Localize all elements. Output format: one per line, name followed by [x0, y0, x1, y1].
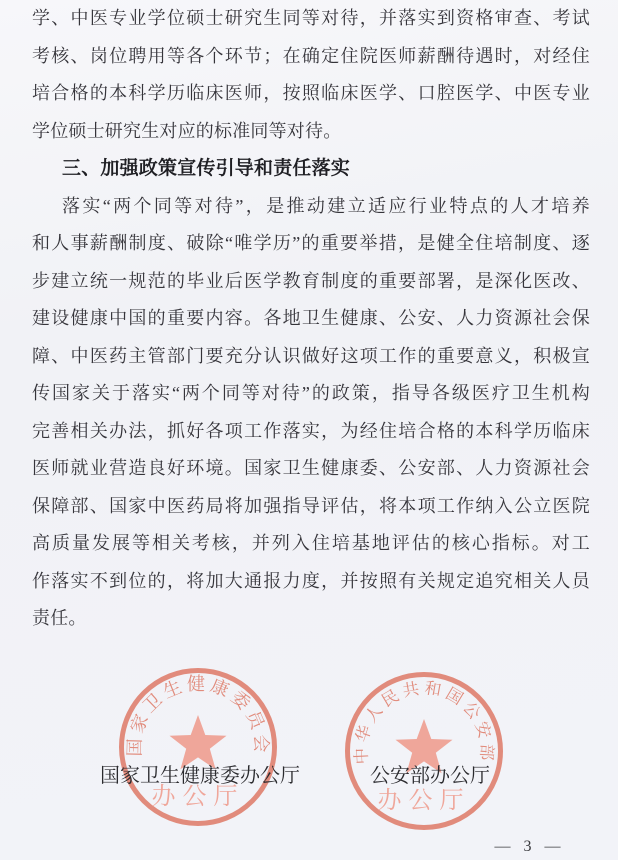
text-line: 和人事薪酬制度、破除“唯学历”的重要举措，是健全住培制度、逐 [32, 233, 590, 253]
text-line: 学、中医专业学位硕士研究生同等对待，并落实到资格审查、考试 [32, 8, 590, 28]
signature-mps-office: 公安部办公厅 [370, 765, 490, 787]
seal-arc-text: 中华人民共和国公安部 [351, 678, 497, 765]
star-icon [170, 715, 227, 769]
seal-office-text: 办公厅 [151, 784, 245, 810]
document-text [32, 0, 590, 638]
section-heading: 三、加强政策宣传引导和责任落实 [62, 158, 351, 179]
official-seal-nhc [113, 662, 283, 832]
official-seal-mps [339, 666, 509, 836]
text-line: 步建立统一规范的毕业后医学教育制度的重要部署，是深化医改、 [32, 270, 590, 291]
text-line: 保障部、国家中医药局将加强指导评估，将本项工作纳入公立医院 [32, 495, 590, 516]
page-number: — 3 — [494, 838, 562, 855]
text-line: 责任。 [32, 608, 87, 628]
text-line: 学位硕士研究生对应的标准同等对待。 [32, 120, 342, 141]
seal-office-text: 办公厅 [377, 788, 471, 814]
text-line: 医师就业营造良好环境。国家卫生健康委、公安部、人力资源社会 [32, 458, 590, 478]
text-line: 障、中医药主管部门要充分认识做好这项工作的重要意义，积极宣 [32, 345, 590, 366]
text-line: 考核、岗位聘用等各个环节；在确定住院医师薪酬待遇时，对经住 [32, 45, 590, 66]
text-line: 传国家关于落实“两个同等对待”的政策，指导各级医疗卫生机构 [32, 383, 590, 403]
seal-arc-text: 国家卫生健康委员会 [124, 673, 272, 757]
text-line: 高质量发展等相关考核，并列入住培基地评估的核心指标。对工 [32, 533, 590, 553]
text-line: 落实“两个同等对待”，是推动建立适应行业特点的人才培养 [62, 195, 590, 216]
signature-nhc-office: 国家卫生健康委办公厅 [100, 765, 300, 787]
text-line: 培合格的本科学历临床医师，按照临床医学、口腔医学、中医专业 [32, 83, 590, 103]
text-line: 完善相关办法，抓好各项工作落实，为经住培合格的本科学历临床 [32, 420, 590, 441]
text-line: 建设健康中国的重要内容。各地卫生健康、公安、人力资源社会保 [32, 308, 590, 328]
text-line: 作落实不到位的，将加大通报力度，并按照有关规定追究相关人员 [32, 570, 590, 591]
